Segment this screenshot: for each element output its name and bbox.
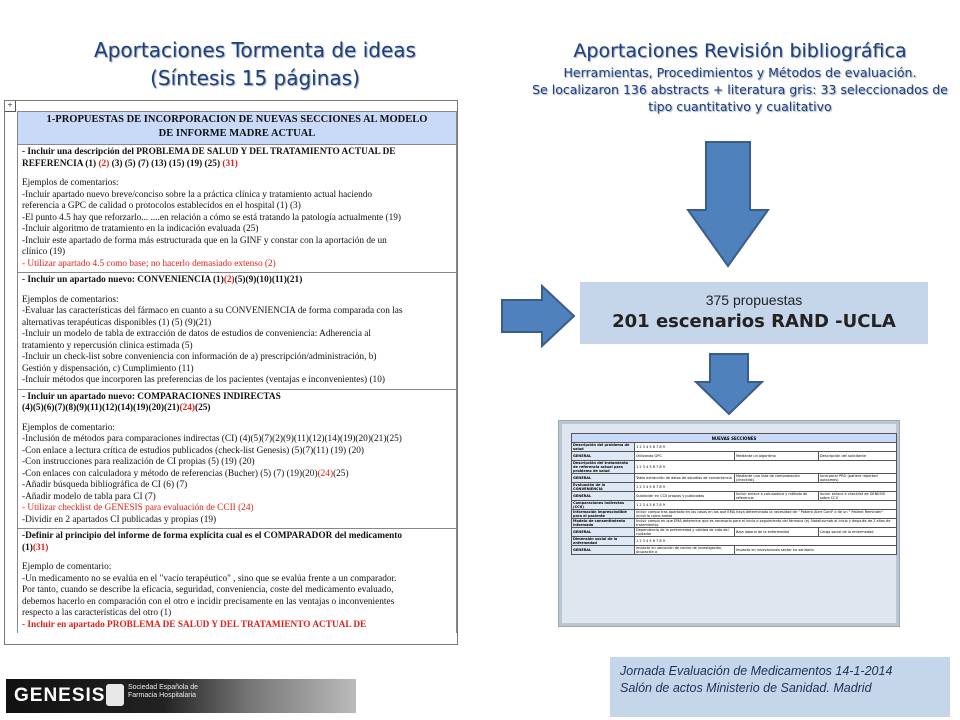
expand-icon[interactable]: +: [4, 100, 16, 112]
table-cell: Incluir enlace a calculadora y método de referencia: [735, 492, 819, 501]
doc-line: - Incluir una descripción del PROBLEMA DE SALUD Y DEL TRATAMIENTO ACTUAL DE: [22, 147, 396, 157]
doc-ref-red: (24): [179, 403, 195, 413]
doc-line: -Dividir en 2 apartados CI publicadas y propias (19): [22, 514, 217, 525]
doc-line: - Incluir un apartado nuevo: COMPARACIONES INDIRECTAS: [22, 391, 281, 402]
doc-line: [22, 403, 452, 415]
doc-line: Ejemplo de comentario:: [22, 562, 112, 572]
doc-line: - Incluir en apartado PROBLEMA DE SALUD Y DEL TRATAMIENTO ACTUAL DE: [22, 619, 367, 630]
table-row: [572, 492, 897, 501]
table-cell: 1 2 3 4 5 6 7 8 9: [635, 501, 897, 510]
table-row: [572, 443, 897, 452]
table-row: [572, 474, 897, 483]
doc-line: Ejemplos de comentario:: [22, 422, 115, 433]
table-row: [572, 528, 897, 537]
result-box: [580, 282, 928, 344]
doc-line: tratamiento y repercusión clínica estimada (5): [22, 340, 193, 351]
doc-line: respecto a las características del otro (1): [22, 608, 172, 618]
section-comparaciones-indirectas: [17, 390, 457, 530]
arrow-down-icon: [686, 140, 770, 268]
rating-table-thumbnail: [558, 420, 900, 627]
table-cell: 1 2 3 4 5 6 7 8 9: [635, 537, 897, 546]
doc-line: -El punto 4.5 hay que reforzarlo... ....en relación a cómo se está tratando la patología actualmente (19): [22, 212, 401, 223]
table-cell: Impacto en innovaciones sector no sanitario: [735, 546, 897, 555]
doc-line: -Añadir modelo de tabla para CI (7): [22, 491, 156, 502]
doc-text: (25): [333, 468, 349, 479]
doc-line: -Un medicamento no se evalúa en el "vacío terapéutico" , sino que se evalúa frente a un comparador.: [22, 573, 397, 584]
doc-line: Gestión y dispensación, c) Cumplimiento (11): [22, 363, 194, 374]
doc-line: - Utilizar checklist de GENESIS para evaluación de CCII (24): [22, 503, 254, 513]
doc-text: (1): [22, 542, 33, 553]
table-cell: Baja laboral de la enfermedad: [735, 528, 819, 537]
table-cell: GENERAL: [572, 474, 635, 483]
event-footer: [610, 657, 950, 717]
doc-ref-red: (31): [222, 158, 238, 169]
rating-table-header: NUEVAS SECCIONES: [572, 434, 897, 443]
document-excerpt: [4, 100, 458, 645]
table-cell: 1 2 3 4 5 6 7 8 9: [635, 443, 897, 452]
doc-line: -Añadir búsqueda bibliográfica de CI (6) (7): [22, 480, 188, 490]
table-cell: GENERAL: [572, 546, 635, 555]
table-row: [572, 519, 897, 528]
table-cell: Tabla extracción de datos de estudios de conveniencia: [635, 474, 735, 483]
doc-line: -Incluir un check-list sobre conveniencia con información de a) prescripción/administración, b): [22, 352, 377, 362]
table-cell: GENERAL: [572, 452, 635, 461]
doc-line: -Incluir un modelo de tabla de extracción de datos de estudios de conveniencia: Adherencia al: [22, 329, 372, 339]
left-title: [60, 36, 450, 92]
doc-line: - Utilizar apartado 4.5 como base; no hacerlo demasiado extenso (2): [22, 258, 276, 269]
doc-line: -Evaluar las características del fármaco en cuanto a su CONVENIENCIA de forma comparada con las: [22, 306, 403, 316]
doc-line: -Incluir este apartado de forma más estructurada que en la GINF y constar con la aportación de un: [22, 235, 387, 246]
right-title-sub2: Se localizaron 136 abstracts + literatura gris: 33 seleccionados de: [532, 82, 948, 97]
doc-ref-red: (31): [32, 542, 49, 553]
document-heading: [17, 111, 457, 145]
table-cell: Subdividir en CCII propias y publicadas: [635, 492, 735, 501]
table-cell: 1 2 3 4 5 6 7 8 9: [635, 483, 897, 492]
section-conveniencia: [17, 273, 457, 390]
table-cell: Carga social de la enfermedad: [818, 528, 896, 537]
doc-ref-red: (2): [98, 158, 110, 169]
table-cell: Evaluación de la CONVENIENCIA: [572, 483, 635, 492]
table-cell: Dimensión social de la enfermedad: [572, 537, 635, 546]
right-title-main: Aportaciones Revisión bibliográfica: [573, 40, 907, 62]
logo-strip: [6, 679, 356, 713]
table-cell: Incluir enlace a checklist de GENESIS sobre CCII: [818, 492, 896, 501]
doc-line: [22, 159, 452, 171]
proposals-count: 375 propuestas: [705, 292, 803, 308]
doc-line: -Definir al principio del informe de forma explícita cual es el COMPARADOR del medicamento: [22, 531, 402, 541]
section-problema-salud: [17, 145, 457, 273]
doc-line: -Inclusión de métodos para comparaciones indirectas (CI) (4)(5)(7)(2)(9)(11)(12)(14)(19)(20)(21)(25): [22, 434, 402, 444]
doc-line: debemos hacerlo en comparación con el otro e incidir precisamente en las ventajas o inconvenientes: [22, 596, 395, 607]
table-cell: 1 2 3 4 5 6 7 8 9: [635, 461, 897, 474]
doc-ref-red: (24): [317, 468, 334, 479]
doc-text: (3) (5) (7) (13) (15) (19) (25): [111, 158, 221, 169]
table-cell: Incorporar PRO (patient reported outcomes): [818, 474, 896, 483]
scenarios-count: 201 escenarios RAND -UCLA: [612, 311, 896, 332]
doc-line: -Incluir métodos que incorporen las preferencias de los pacientes (ventajas e inconvenientes) (10): [22, 375, 385, 385]
table-cell: Dependencia de la enfermedad y calidad de vida del cuidador: [635, 528, 735, 537]
table-row: [572, 452, 897, 461]
sefh-seal-icon: [106, 684, 124, 706]
right-title-sub1: Herramientas, Procedimientos y Métodos de evaluación.: [563, 65, 917, 80]
table-row: [572, 546, 897, 555]
doc-text: - Incluir un apartado nuevo: CONVENIENCIA (1): [22, 275, 224, 285]
right-title: [520, 38, 960, 115]
left-title-line2: (Síntesis 15 páginas): [150, 66, 360, 90]
sefh-logo-text: [128, 684, 198, 700]
table-cell: Descripción del tratamiento de referencia actual para problema de salud: [572, 461, 635, 474]
arrow-right-icon: [500, 284, 576, 348]
rating-table: [571, 433, 897, 555]
table-cell: GENERAL: [572, 492, 635, 501]
doc-line: -Incluir apartado nuevo breve/conciso sobre la a práctica clínica y tratamiento actual haciendo: [22, 189, 373, 200]
doc-line: Ejemplos de comentarios:: [22, 178, 119, 188]
table-row: [572, 510, 897, 519]
document-heading-line2: DE INFORME MADRE ACTUAL: [158, 128, 316, 139]
right-title-sub3: tipo cuantitativo y cualitativo: [648, 99, 832, 114]
genesis-logo: GENESIS: [14, 685, 106, 706]
doc-line: [22, 275, 452, 287]
doc-line: [22, 469, 452, 481]
doc-text: (4)(5)(6)(7)(8)(9)(11)(12)(14)(19)(20)(21): [22, 403, 180, 413]
table-cell: Comparaciones indirectas (CCII): [572, 501, 635, 510]
table-row: [572, 483, 897, 492]
table-cell: Modelo de consentimiento informado: [572, 519, 635, 528]
doc-text: (5)(9)(10)(11)(21): [234, 275, 303, 285]
doc-line: Por tanto, cuando se describe la eficacia, seguridad, conveniencia, coste del medicamento evaluado,: [22, 585, 394, 595]
table-cell: Incluir campo tras apartado en los casos en los que EMA haya determinado la necesidad de " Patient Alert Card" o de un " Patient Reminder" incluirlo como anexo: [635, 510, 897, 519]
table-row: [572, 501, 897, 510]
document-heading-line1: 1-PROPUESTAS DE INCORPORACION DE NUEVAS SECCIONES AL MODELO: [46, 114, 428, 125]
table-cell: Mediante una lista de comprobación (checklist): [735, 474, 819, 483]
table-row: [572, 537, 897, 546]
table-row: [572, 461, 897, 474]
event-line2: Salón de actos Ministerio de Sanidad. Madrid: [620, 681, 872, 695]
arrow-down-icon: [694, 352, 764, 416]
doc-text: REFERENCIA (1): [22, 158, 97, 169]
doc-line: -Incluir algoritmo de tratamiento en la indicación evaluada (25): [22, 224, 259, 234]
table-cell: GENERAL: [572, 528, 635, 537]
doc-line: alternativas terapéuticas disponibles (1) (5) (9)(21): [22, 317, 212, 328]
table-cell: Descripción del solicitante: [818, 452, 896, 461]
doc-text: -Con enlaces con calculadora y método de referencias (Bucher) (5) (7) (19)(20): [22, 468, 318, 479]
table-cell: Impacto en ubicación de centro de investigación, ocupación o: [635, 546, 735, 555]
doc-line: -Con enlace a lectura crítica de estudios publicados (check-list Genesis) (5)(7)(11) (19) (20): [22, 445, 364, 456]
event-line1: Jornada Evaluación de Medicamentos 14-1-2014: [620, 664, 893, 678]
table-cell: Incluir campo en que EMA determine que es necesario para el inicio o seguimiento del fármaco (ej. Natalizumab al inicio y después de 2 años de tratamiento).: [635, 519, 897, 528]
doc-line: referencia a GPC de calidad o protocolos establecidos en el hospital (1) (3): [22, 201, 301, 211]
sefh-line2: Farmacia Hospitalaria: [128, 692, 197, 699]
table-cell: Descripción del problema de salud: [572, 443, 635, 452]
doc-text: (25): [194, 403, 211, 413]
table-cell: Utilizando GPC: [635, 452, 735, 461]
doc-line: clínico (19): [22, 247, 66, 257]
table-cell: Información imprescindible para el paciente: [572, 510, 635, 519]
left-title-line1: Aportaciones Tormenta de ideas: [94, 38, 416, 62]
sefh-line1: Sociedad Española de: [128, 684, 199, 691]
table-cell: Mediante un algoritmo: [735, 452, 819, 461]
doc-line: [22, 543, 452, 555]
doc-line: Ejemplos de comentarios:: [22, 294, 119, 305]
doc-ref-red: (2): [223, 275, 235, 285]
section-comparador: [17, 529, 457, 633]
doc-line: -Con instrucciones para realización de CI propias (5) (19) (20): [22, 457, 255, 467]
